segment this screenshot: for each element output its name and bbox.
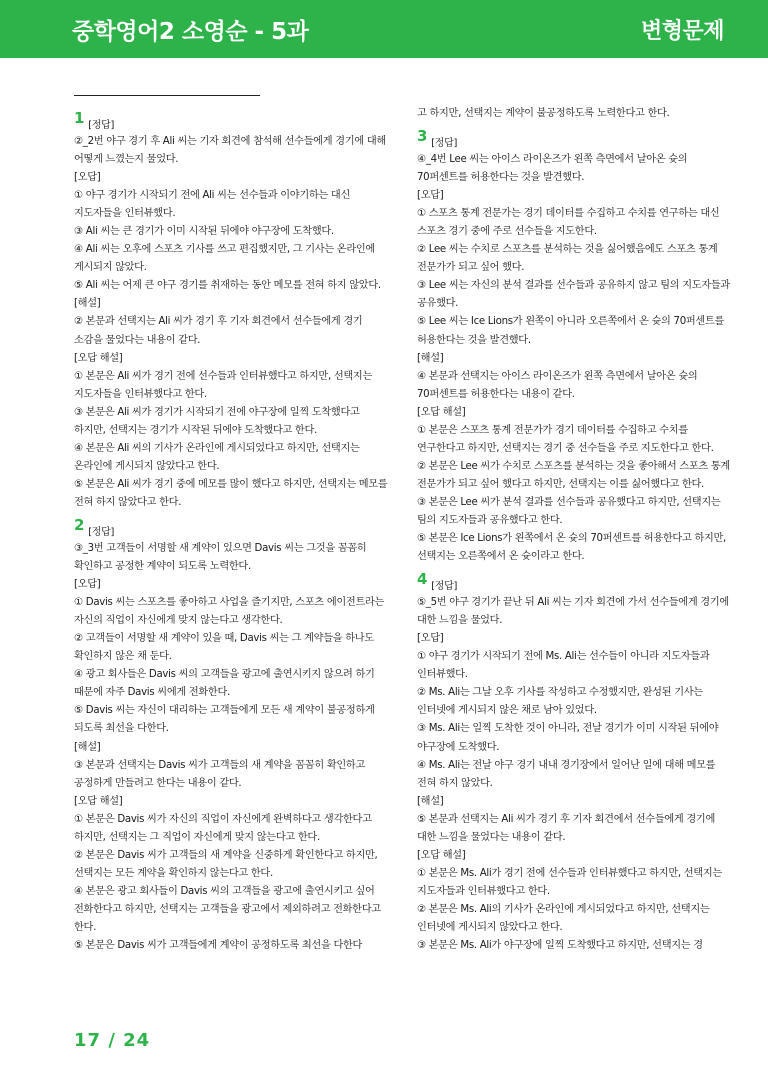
text-paragraph: ⑤ 본문은 Davis 씨가 고객들에게 계약이 공정하도록 최선을 다한다 [74,940,363,952]
text-paragraph: ② Ms. Ali는 그날 오후 기사를 작성하고 수정했지만, 완성된 기사는 인터넷에 게시되지 않은 채로 남아 있었다. [417,687,703,717]
text-paragraph: ⑤ Davis 씨는 자신이 대리하는 고객들에게 모든 새 계약이 불공정하게 되도록 최선을 다한다. [74,705,375,735]
text-paragraph: ④ Ali 씨는 오후에 스포츠 기사를 쓰고 편집했지만, 그 기사는 온라인에 게시되지 않았다. [74,244,375,274]
text-paragraph: [오답] [74,172,101,184]
text-paragraph: [오답 해설] [74,352,123,364]
text-paragraph: ④ 본문과 선택지는 아이스 라이온즈가 왼쪽 측면에서 날아온 슛의 70퍼센트를 허용한다는 내용이 같다. [417,370,698,400]
text-paragraph: [오답] [417,190,444,202]
text-paragraph: ② 본문과 선택지는 Ali 씨가 경기 후 기자 회견에서 선수들에게 경기 소감을 물었다는 내용이 같다. [74,316,363,346]
question-heading [74,109,394,131]
text-paragraph: [오답] [417,633,444,645]
section-tag: 변형문제 [640,18,724,44]
text-paragraph: ③ 본문은 Ms. Ali가 야구장에 일찍 도착했다고 하지만, 선택지는 경 [417,940,703,952]
text-paragraph: ④ Ms. Ali는 전날 야구 경기 내내 경기장에서 일어난 일에 대해 메모를 전혀 하지 않았다. [417,759,716,789]
text-paragraph: ② 본문은 Davis 씨가 고객들의 새 계약을 신중하게 확인한다고 하지만, 선택지는 모든 계약을 확인하지 않는다고 한다. [74,849,378,879]
text-paragraph: [해설] [417,795,444,807]
text-paragraph: ⑤ 본문은 Ice Lions가 왼쪽에서 온 슛의 70퍼센트를 허용한다고 하지만, 선택지는 오른쪽에서 온 슛이라고 한다. [417,533,726,563]
text-paragraph: ① 야구 경기가 시작되기 전에 Ms. Ali는 선수들이 아니라 지도자들과 인터뷰했다. [417,651,710,681]
text-paragraph: ① 본문은 Davis 씨가 자신의 직업이 자신에게 완벽하다고 생각한다고 하지만, 선택지는 그 직업이 자신에게 맞지 않는다고 한다. [74,813,372,843]
text-paragraph: ① 본문은 스포츠 통계 전문가가 경기 데이터를 수집하고 수치를 연구한다고 하지만, 선택지는 경기 중 선수들을 주로 지도한다고 한다. [417,424,714,454]
text-paragraph: ④ 본문은 광고 회사들이 Davis 씨의 고객들을 광고에 출연시키고 싶어 전화한다고 하지만, 선택지는 고객들을 광고에서 제외하려고 전화한다고 한다. [74,885,381,933]
answer-label: [정답] [431,138,458,150]
text-paragraph: ④ 광고 회사들은 Davis 씨의 고객들을 광고에 출연시키지 않으려 하기 때문에 자주 Davis 씨에게 전화한다. [74,669,375,699]
text-paragraph: ③ Ms. Ali는 일찍 도착한 것이 아니라, 전날 경기가 이미 시작된 뒤에야 야구장에 도착했다. [417,723,719,753]
text-paragraph: ⑤ Ali 씨는 어제 큰 야구 경기를 취재하는 동안 메모를 전혀 하지 않았다. [74,280,381,292]
text-paragraph: ① Davis 씨는 스포츠를 좋아하고 사업을 즐기지만, 스포츠 에이전트라는 자신의 직업이 자신에게 맞지 않는다고 생각한다. [74,597,385,627]
text-paragraph: ⑤ 본문과 선택지는 Ali 씨가 경기 후 기자 회견에서 선수들에게 경기에 대한 느낌을 물었다는 내용이 같다. [417,813,716,843]
text-paragraph: [오답 해설] [417,406,466,418]
text-paragraph: ③ 본문은 Ali 씨가 경기가 시작되기 전에 야구장에 일찍 도착했다고 하지만, 선택지는 경기가 시작된 뒤에야 도착했다고 한다. [74,406,360,436]
left-column [74,105,394,955]
text-paragraph: [오답] [74,579,101,591]
question-number: 4 [417,570,428,589]
question-number: 2 [74,515,85,534]
text-paragraph: ②_2번 야구 경기 후 Ali 씨는 기자 회견에 참석해 선수들에게 경기에 대해 어떻게 느꼈는지 물었다. [74,136,386,166]
text-paragraph: ① 본문은 Ms. Ali가 경기 전에 선수들과 인터뷰했다고 하지만, 선택지는 지도자들과 인터뷰했다고 한다. [417,867,722,897]
text-paragraph: ① 스포츠 통계 전문가는 경기 데이터를 수집하고 수치를 연구하는 대신 스포츠 경기 중에 주로 선수들을 지도한다. [417,208,720,238]
text-paragraph: ④_4번 Lee 씨는 아이스 라이온즈가 왼쪽 측면에서 날아온 슛의 70퍼센트를 허용한다는 것을 발견했다. [417,154,688,184]
text-paragraph: ③ Ali 씨는 큰 경기가 이미 시작된 뒤에야 야구장에 도착했다. [74,226,334,238]
text-paragraph: [해설] [74,298,101,310]
text-paragraph: [해설] [74,741,101,753]
page-number: 17 / 24 [74,1030,151,1051]
question-heading [417,127,737,150]
right-column [417,105,737,955]
text-paragraph: ⑤ 본문은 Ali 씨가 경기 중에 메모를 많이 했다고 하지만, 선택지는 메모를 전혀 하지 않았다고 한다. [74,478,388,508]
text-paragraph: ④ 본문은 Ali 씨의 기사가 온라인에 게시되었다고 하지만, 선택지는 온라인에 게시되지 않았다고 한다. [74,442,360,472]
text-paragraph: [오답 해설] [74,795,123,807]
text-paragraph: ① 본문은 Ali 씨가 경기 전에 선수들과 인터뷰했다고 하지만, 선택지는 지도자들을 인터뷰했다고 한다. [74,370,373,400]
text-paragraph: ② 본문은 Ms. Ali의 기사가 온라인에 게시되었다고 하지만, 선택지는 인터넷에 게시되지 않았다고 한다. [417,903,710,933]
question-heading [417,570,737,593]
answer-label: [정답] [431,581,458,593]
text-paragraph: ② 본문은 Lee 씨가 수치로 스포츠를 분석하는 것을 좋아해서 스포츠 통계 전문가가 되고 싶어 했다고 하지만, 선택지는 이를 싫어했다고 한다. [417,460,730,490]
text-paragraph: ② 고객들이 서명할 새 계약이 있을 때, Davis 씨는 그 계약들을 하나도 확인하지 않은 채 둔다. [74,633,374,663]
question-heading [74,515,394,538]
answer-label: [정답] [88,526,115,538]
answer-label: [정답] [88,120,115,131]
page-header [0,0,768,58]
question-number: 3 [417,127,428,146]
text-paragraph: ③ 본문은 Lee 씨가 분석 결과를 선수들과 공유했다고 하지만, 선택지는 팀의 지도자들과 공유했다고 한다. [417,496,721,526]
text-paragraph: ② Lee 씨는 수치로 스포츠를 분석하는 것을 싫어했음에도 스포츠 통계 전문가가 되고 싶어 했다. [417,244,718,274]
text-paragraph: 고 하지만, 선택지는 계약이 불공정하도록 노력한다고 한다. [417,108,670,119]
question-number: 1 [74,109,85,127]
header-rule [74,95,260,96]
text-paragraph: ① 야구 경기가 시작되기 전에 Ali 씨는 선수들과 이야기하는 대신 지도자들을 인터뷰했다. [74,190,350,220]
text-paragraph: [오답 해설] [417,849,466,861]
text-paragraph: ③_3번 고객들이 서명할 새 계약이 있으면 Davis 씨는 그것을 꼼꼼히 확인하고 공정한 계약이 되도록 노력한다. [74,542,367,573]
text-paragraph: ⑤ Lee 씨는 Ice Lions가 왼쪽이 아니라 오른쪽에서 온 슛의 70퍼센트를 허용한다는 것을 발견했다. [417,316,725,346]
text-paragraph: ③ Lee 씨는 자신의 분석 결과를 선수들과 공유하지 않고 팀의 지도자들과 공유했다. [417,280,730,310]
text-paragraph: [해설] [417,352,444,364]
text-paragraph: ⑤_5번 야구 경기가 끝난 뒤 Ali 씨는 기자 회견에 가서 선수들에게 경기에 대한 느낌을 물었다. [417,597,729,627]
document-title: 중학영어2 소영순 - 5과 [72,18,309,45]
text-paragraph: ③ 본문과 선택지는 Davis 씨가 고객들의 새 계약을 꼼꼼히 확인하고 공정하게 만들려고 한다는 내용이 같다. [74,759,366,789]
